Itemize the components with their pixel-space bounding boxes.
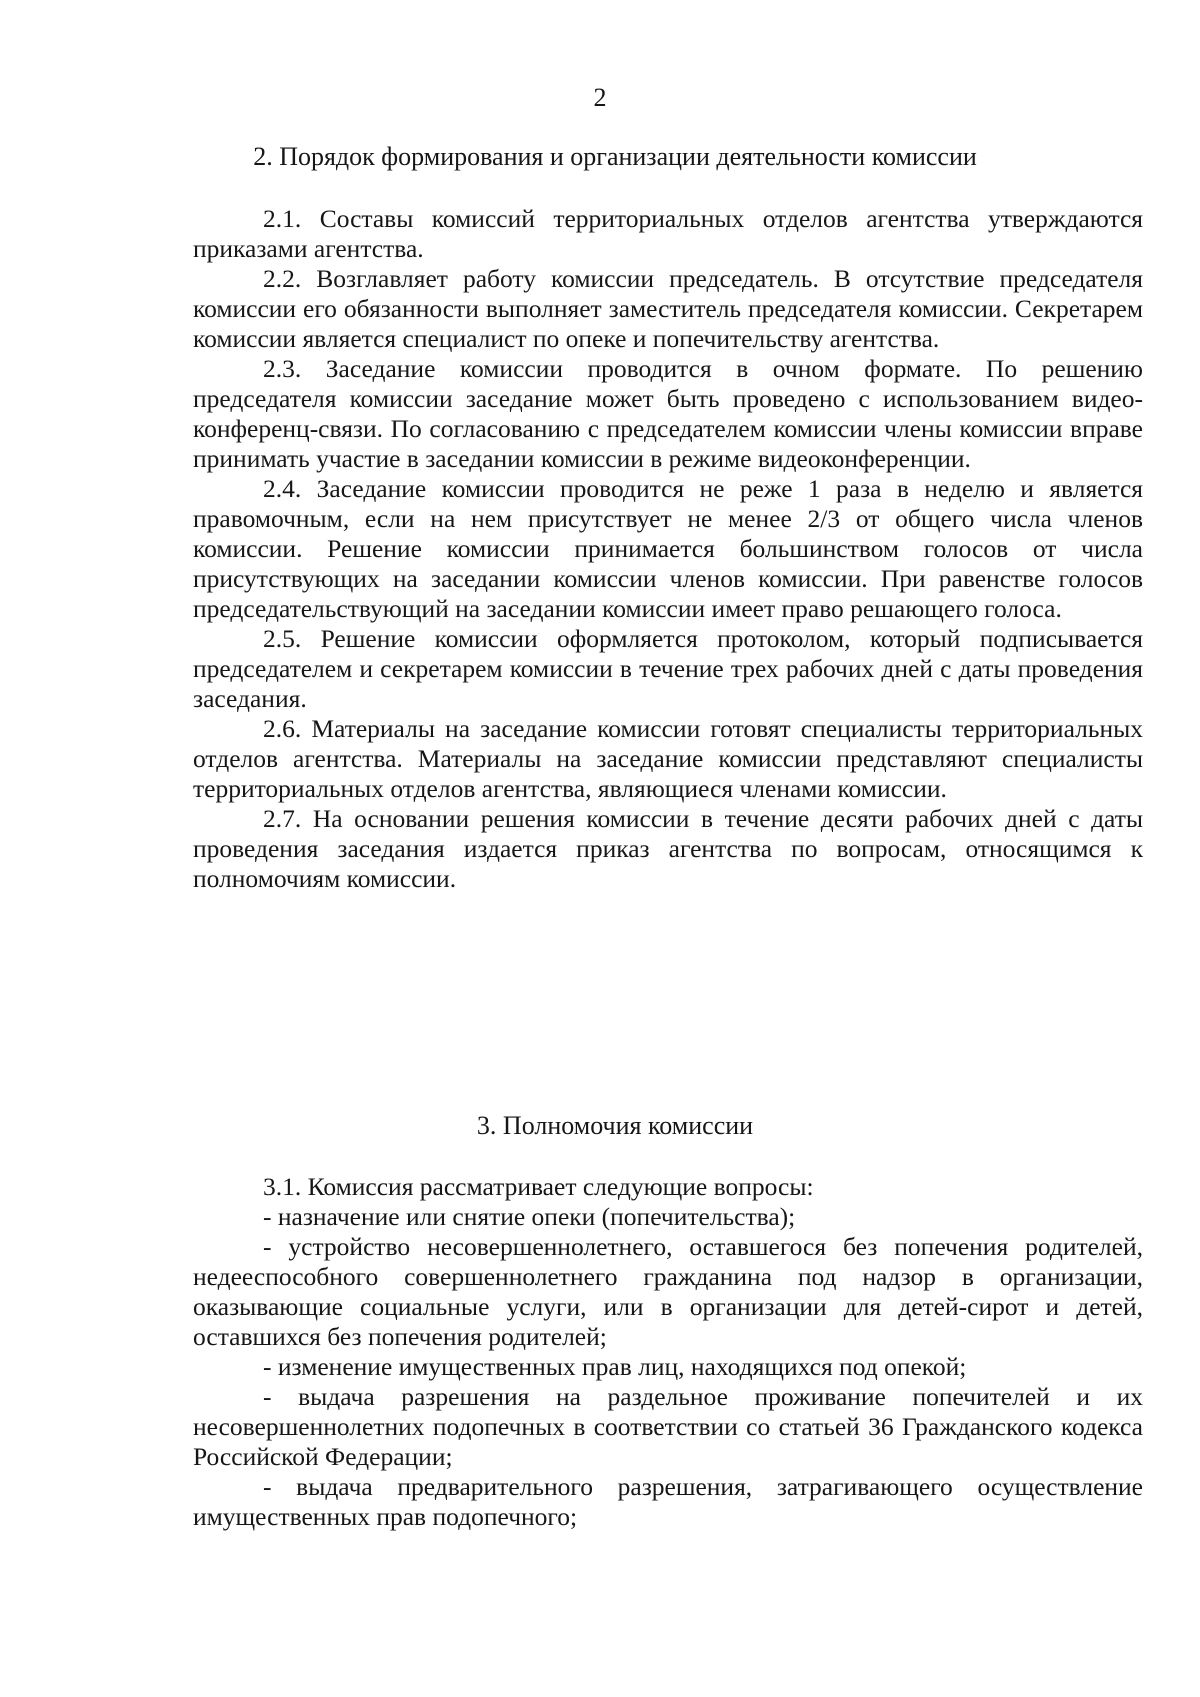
list-item: - выдача предварительного разрешения, затрагивающего осуществление имущественных прав подопечного; [193, 1472, 1143, 1531]
paragraph-2-7: 2.7. На основании решения комиссии в течение десяти рабочих дней с даты проведения заседания издается приказ агентства по вопросам, относящимся к полномочиям комиссии. [193, 804, 1143, 893]
section-3-heading: 3. Полномочия комиссии [476, 1111, 754, 1140]
list-item: - изменение имущественных прав лиц, находящихся под опекой; [263, 1352, 967, 1381]
list-item: - выдача разрешения на раздельное проживание попечителей и их несовершеннолетних подопечных в соответствии со статьей 36 Гражданского кодекса Российской Федерации; [193, 1382, 1143, 1471]
section-3-body [193, 1172, 1143, 1532]
paragraph-2-4: 2.4. Заседание комиссии проводится не реже 1 раза в неделю и является правомочным, если на нем присутствует не менее 2/3 от общего числа членов комиссии. Решение комиссии принимается большинством голосов от числа присутствующих на заседании комиссии членов комиссии. При равенстве голосов председательствующий на заседании комиссии имеет право решающего голоса. [193, 474, 1143, 623]
page-number: 2 [593, 83, 607, 112]
paragraph-2-3: 2.3. Заседание комиссии проводится в очном формате. По решению председателя комиссии заседание может быть проведено с использованием видео-конференц-связи. По согласованию с председателем комиссии члены комиссии вправе принимать участие в заседании комиссии в режиме видеоконференции. [193, 354, 1143, 473]
list-item: - устройство несовершеннолетнего, оставшегося без попечения родителей, недееспособного совершеннолетнего гражданина под надзор в организации, оказывающие социальные услуги, или в организации для детей-сирот и детей, оставшихся без попечения родителей; [193, 1232, 1143, 1351]
paragraph-2-5: 2.5. Решение комиссии оформляется протоколом, который подписывается председателем и секретарем комиссии в течение трех рабочих дней с даты проведения заседания. [193, 624, 1143, 713]
paragraph-2-1: 2.1. Составы комиссий территориальных отделов агентства утверждаются приказами агентства. [193, 204, 1143, 263]
paragraph-2-6: 2.6. Материалы на заседание комиссии готовят специалисты территориальных отделов агентства. Материалы на заседание комиссии представляют специалисты территориальных отделов агентства, являющиеся членами комиссии. [193, 714, 1143, 803]
paragraph-3-1: 3.1. Комиссия рассматривает следующие вопросы: [263, 1172, 814, 1201]
paragraph-2-2: 2.2. Возглавляет работу комиссии председатель. В отсутствие председателя комиссии его обязанности выполняет заместитель председателя комиссии. Секретарем комиссии является специалист по опеке и попечительству агентства. [193, 264, 1143, 353]
list-item: - назначение или снятие опеки (попечительства); [263, 1202, 796, 1231]
section-2-body [193, 204, 1143, 894]
section-2-heading: 2. Порядок формирования и организации деятельности комиссии [253, 142, 977, 171]
